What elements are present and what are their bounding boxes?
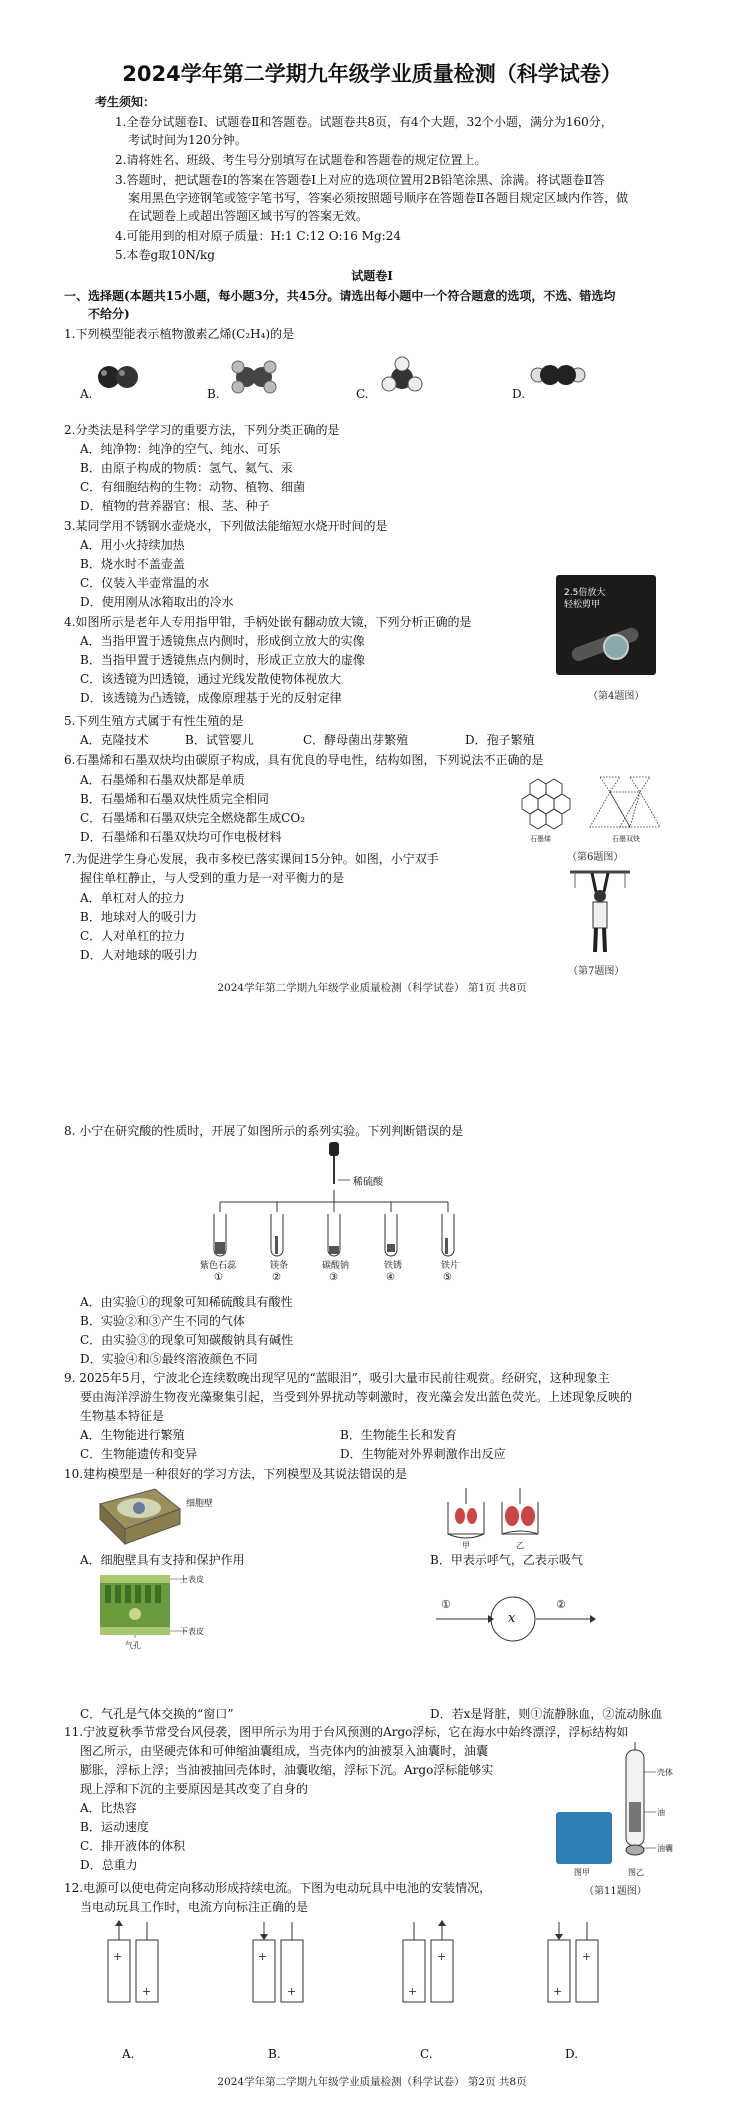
nail-clipper-icon (566, 615, 646, 670)
q11-option-c: C．排开液体的体积 (80, 1839, 186, 1853)
q3-option-d: D．使用刚从冰箱取出的冷水 (80, 595, 234, 609)
q7-option-b: B．地球对人的吸引力 (80, 910, 197, 924)
question-11-stem: 11.宁波夏秋季节常受台风侵袭，图甲所示为用于台风预测的Argo浮标，它在海水中始终漂浮，浮标结构如 (64, 1725, 629, 1739)
tube-label: 镁条 (270, 1261, 289, 1271)
question-9-stem: 生物基本特征是 (80, 1409, 165, 1423)
q3-option-c: C．仪装入半壶常温的水 (80, 576, 210, 590)
question-6-stem: 6.石墨烯和石墨双炔均由碳原子构成，具有优良的导电性，结构如图，下列说法不正确的是 (64, 753, 544, 767)
question-7-stem: 握住单杠静止，与人受到的重力是一对平衡力的是 (80, 871, 345, 885)
question-4-stem: 4.如图所示是老年人专用指甲钳，手柄处嵌有翻动放大镜，下列分析正确的是 (64, 615, 472, 629)
page-footer: 2024学年第二学期九年级学业质量检测（科学试卷） 第2页 共8页 (217, 2076, 527, 2088)
tube-number: ③ (329, 1272, 338, 1283)
graphene-label: 石墨烯 (530, 835, 551, 843)
question-7-stem: 7.为促进学生身心发展，我市多校已落实课间15分钟。如图，小宁双手 (64, 852, 439, 866)
q11-option-b: B．运动速度 (80, 1820, 149, 1834)
tube-label: 碳酸钠 (322, 1261, 350, 1271)
notice-item: 案用黑色字迹钢笔或签字笔书写，答案必须按照题号顺序在答题卷Ⅱ各题目规定区域内作答，做 (128, 191, 629, 205)
question-8-stem: 8. 小宁在研究酸的性质时，开展了如图所示的系列实验。下列判断错误的是 (64, 1124, 464, 1138)
q6-option-b: B．石墨烯和石墨双炔性质完全相同 (80, 792, 269, 806)
svg-text:+: + (258, 1950, 268, 1963)
notice-item: 1.全卷分试题卷Ⅰ、试题卷Ⅱ和答题卷。试题卷共8页，有4个大题，32个小题，满分为160分， (115, 115, 613, 129)
question-3-stem: 3.某同学用不锈钢水壶烧水，下列做法能缩短水烧开时间的是 (64, 519, 388, 533)
graphdiyne-structure-diagram (585, 772, 665, 832)
argo-float-photo (556, 1812, 612, 1864)
figure-caption: （第4题图） (588, 691, 645, 702)
molecule-model-b (230, 358, 280, 396)
cell-wall-label: 细胞壁 (186, 1499, 214, 1509)
q5-option-b: B．试管婴儿 (185, 733, 254, 747)
tube-label: 铁锈 (384, 1261, 403, 1271)
notice-item: 4.可能用到的相对原子质量：H:1 C:12 O:16 Mg:24 (115, 229, 401, 243)
question-11-stem: 现上浮和下沉的主要原因是其改变了自身的 (80, 1782, 309, 1796)
page-footer: 2024学年第二学期九年级学业质量检测（科学试卷） 第1页 共8页 (217, 982, 527, 994)
photo-text: 轻松剪甲 (564, 600, 601, 610)
graphdiyne-label: 石墨双炔 (612, 835, 640, 843)
molecule-model-a (95, 362, 145, 392)
tube-label: 紫色石蕊 (200, 1261, 237, 1271)
svg-text:+: + (437, 1950, 447, 1963)
page-title: 2024学年第二学期九年级学业质量检测（科学试卷） (122, 62, 622, 86)
leaf-label: 上表皮 (180, 1575, 204, 1584)
reagent-label: 稀硫酸 (353, 1177, 383, 1188)
question-12-stem: 12.电源可以使电荷定向移动形成持续电流。下图为电动玩具中电池的安装情况， (64, 1881, 492, 1895)
svg-text:+: + (142, 1985, 152, 1998)
q10-option-c: C．气孔是气体交换的“窗口” (80, 1707, 234, 1721)
question-2-stem: 2.分类法是科学学习的重要方法，下列分类正确的是 (64, 423, 340, 437)
notice-item: 2.请将姓名、班级、考生号分别填写在试题卷和答题卷的规定位置上。 (115, 153, 487, 167)
q2-option-d: D．植物的营养器官：根、茎、种子 (80, 499, 270, 513)
q4-option-a: A．当指甲置于透镜焦点内侧时，形成倒立放大的实像 (80, 634, 365, 648)
tube-number: ④ (386, 1272, 395, 1283)
question-9-stem: 9. 2025年5月，宁波北仑连续数晚出现罕见的“蓝眼泪”，吸引大量市民前往观赏。经研究，这种现象主 (64, 1371, 610, 1385)
lung-label: 乙 (516, 1541, 524, 1550)
q12-option-d: D. (565, 2047, 579, 2061)
battery-diagram-b (245, 1920, 315, 2010)
question-1-stem: 1.下列模型能表示植物激素乙烯(C₂H₄)的是 (64, 327, 295, 341)
q10-option-d: D．若x是肾脏，则①流静脉血，②流动脉血 (430, 1707, 663, 1721)
q4-option-b: B．当指甲置于透镜焦点内侧时，形成正立放大的虚像 (80, 653, 365, 667)
notice-item: 3.答题时，把试题卷Ⅰ的答案在答题卷Ⅰ上对应的选项位置用2B铅笔涂黑、涂满。将试题卷Ⅱ答 (115, 173, 605, 187)
q6-option-a: A．石墨烯和石墨双炔都是单质 (80, 773, 245, 787)
svg-text:+: + (582, 1950, 592, 1963)
circle-label: ② (556, 1598, 566, 1611)
q12-option-c: C. (420, 2047, 433, 2061)
q11-option-a: A．比热容 (80, 1801, 137, 1815)
q2-option-a: A．纯净物：纯净的空气、纯水、可乐 (80, 442, 281, 456)
figure-sub-label: 图甲 (574, 1868, 590, 1877)
q1-option-a: A. (80, 387, 93, 401)
molecule-model-c (380, 356, 424, 396)
q7-option-a: A．单杠对人的拉力 (80, 891, 185, 905)
q8-option-b: B．实验②和③产生不同的气体 (80, 1314, 245, 1328)
graphene-structure-diagram (520, 772, 580, 832)
section-instruction: 不给分) (88, 307, 130, 321)
q5-option-c: C．酵母菌出芽繁殖 (303, 733, 409, 747)
battery-diagram-a (100, 1920, 170, 2010)
q8-option-c: C．由实验③的现象可知碳酸钠具有碱性 (80, 1333, 294, 1347)
tube-number: ⑤ (443, 1272, 452, 1283)
q4-option-c: C．该透镜为凹透镜，通过光线发散使物体视放大 (80, 672, 342, 686)
battery-diagram-d (540, 1920, 610, 2010)
notice-item: 5.本卷g取10N/kg (115, 248, 215, 262)
float-label: 油 (657, 1808, 665, 1817)
notice-item: 考试时间为120分钟。 (128, 133, 247, 147)
tube-number: ② (272, 1272, 281, 1283)
q1-option-b: B. (207, 387, 220, 401)
figure-caption: （第7题图） (568, 966, 625, 977)
q7-option-c: C．人对单杠的拉力 (80, 929, 186, 943)
q12-option-a: A. (122, 2047, 135, 2061)
nail-clipper-photo (556, 575, 656, 675)
q9-option-a: A．生物能进行繁殖 (80, 1428, 185, 1442)
float-label: 油囊 (657, 1844, 673, 1853)
question-5-stem: 5.下列生殖方式属于有性生殖的是 (64, 714, 244, 728)
q4-option-d: D．该透镜为凸透镜，成像原理基于光的反射定律 (80, 691, 342, 705)
q6-option-c: C．石墨烯和石墨双炔完全燃烧都生成CO₂ (80, 811, 306, 825)
q9-option-c: C．生物能遗传和变异 (80, 1447, 198, 1461)
lung-bell-jar-model (440, 1484, 550, 1549)
q10-option-a: A．细胞壁具有支持和保护作用 (80, 1553, 245, 1567)
q12-option-b: B. (268, 2047, 281, 2061)
q5-option-a: A．克隆技术 (80, 733, 149, 747)
question-12-stem: 当电动玩具工作时，电流方向标注正确的是 (80, 1900, 309, 1914)
circle-label: ① (441, 1598, 451, 1611)
figure-caption: （第11题图） (584, 1886, 647, 1897)
molecule-model-d (530, 358, 586, 392)
tube-number: ① (214, 1272, 223, 1283)
q5-option-d: D．孢子繁殖 (465, 733, 535, 747)
float-label: 壳体 (657, 1768, 673, 1777)
q3-option-b: B．烧水时不盖壶盖 (80, 557, 185, 571)
lung-label: 甲 (462, 1541, 470, 1550)
circle-label: x (508, 1611, 516, 1626)
svg-text:+: + (113, 1950, 123, 1963)
notice-item: 在试题卷上或超出答题区域书写的答案无效。 (128, 209, 369, 223)
question-11-stem: 图乙所示，由坚硬壳体和可伸缩油囊组成，当壳体内的油被泵入油囊时，油囊 (80, 1744, 489, 1758)
q11-option-d: D．总重力 (80, 1858, 138, 1872)
svg-text:+: + (408, 1985, 418, 1998)
pullup-student-figure (570, 868, 630, 958)
leaf-label: 下表皮 (180, 1627, 204, 1636)
q7-option-d: D．人对地球的吸引力 (80, 948, 198, 962)
q2-option-b: B．由原子构成的物质：氢气、氦气、汞 (80, 461, 293, 475)
section-instruction: 一、选择题(本题共15小题，每小题3分，共45分。请选出每小题中一个符合题意的选项，不选、错选均 (64, 289, 616, 303)
q1-option-c: C. (356, 387, 369, 401)
q3-option-a: A．用小火持续加热 (80, 538, 185, 552)
battery-diagram-c (395, 1920, 465, 2010)
leaf-label: 气孔 (125, 1641, 141, 1650)
notice-heading: 考生须知： (95, 95, 156, 109)
q10-option-b: B．甲表示呼气，乙表示吸气 (430, 1553, 583, 1567)
q1-option-d: D. (512, 387, 526, 401)
q9-option-d: D．生物能对外界刺激作出反应 (340, 1447, 506, 1461)
q2-option-c: C．有细胞结构的生物：动物、植物、细菌 (80, 480, 306, 494)
figure-caption: （第6题图） (567, 852, 624, 863)
tube-label: 铁片 (441, 1261, 460, 1271)
question-11-stem: 膨胀，浮标上浮；当油被抽回壳体时，油囊收缩，浮标下沉。Argo浮标能够实 (80, 1763, 494, 1777)
q9-option-b: B．生物能生长和发育 (340, 1428, 457, 1442)
figure-sub-label: 图乙 (628, 1868, 644, 1877)
q8-option-a: A．由实验①的现象可知稀硫酸具有酸性 (80, 1295, 293, 1309)
photo-text: 2.5倍放大 (564, 588, 606, 598)
q8-option-d: D．实验④和⑤最终溶液颜色不同 (80, 1352, 258, 1366)
plant-cell-model (95, 1484, 185, 1549)
question-9-stem: 要由海洋浮游生物夜光藻聚集引起，当受到外界扰动等刺激时，夜光藻会发出蓝色荧光。上述现象反映的 (80, 1390, 633, 1404)
svg-text:+: + (287, 1985, 297, 1998)
section-heading: 试题卷Ⅰ (351, 269, 393, 283)
question-10-stem: 10.建构模型是一种很好的学习方法，下列模型及其说法错误的是 (64, 1467, 408, 1481)
q6-option-d: D．石墨烯和石墨双炔均可作电极材料 (80, 830, 282, 844)
svg-text:+: + (553, 1985, 563, 1998)
